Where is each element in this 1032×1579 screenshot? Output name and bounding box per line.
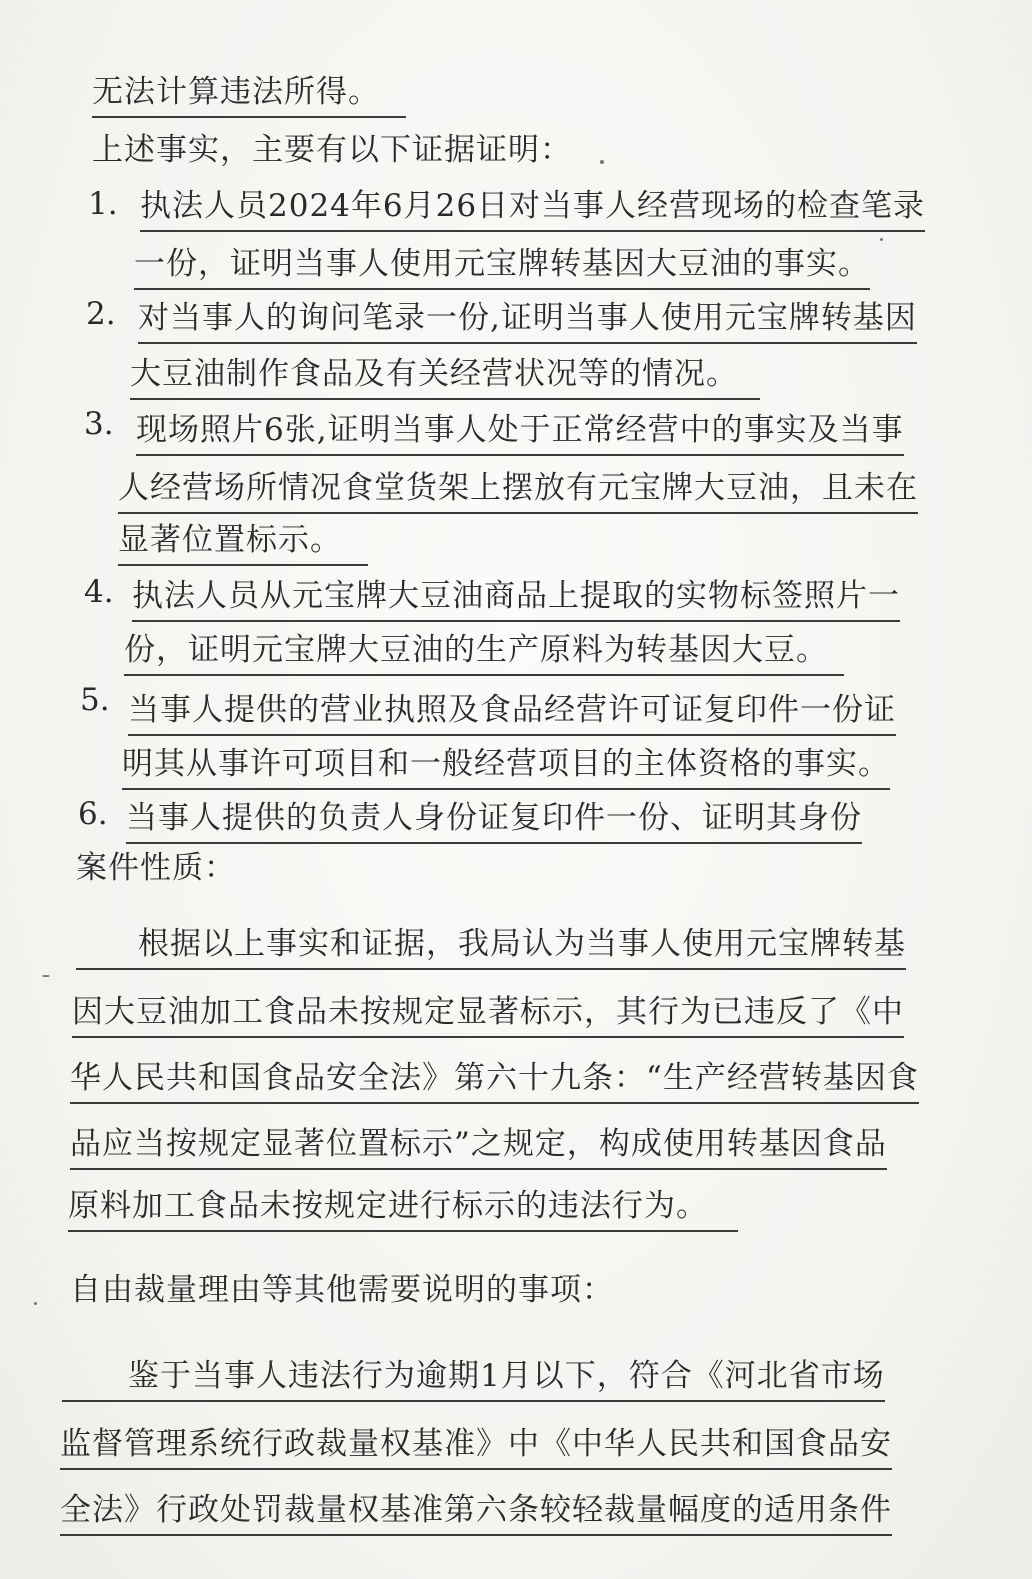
paragraph-1-line-3: 华人民共和国食品安全法》第六十九条：“生产经营转基因食 — [70, 1058, 919, 1104]
evidence-2-line-2: 大豆油制作食品及有关经营状况等的情况。 — [130, 354, 760, 400]
evidence-3-line-3: 显著位置标示。 — [118, 520, 368, 566]
paragraph-1-line-2: 因大豆油加工食品未按规定显著标示，其行为已违反了《中 — [72, 992, 904, 1038]
paragraph-2-line-3: 全法》行政处罚裁量权基准第六条较轻裁量幅度的适用条件 — [60, 1490, 892, 1536]
item-number: 1. — [88, 186, 118, 222]
underlined-text: 无法计算违法所得。 — [92, 72, 406, 118]
paper-speck — [42, 975, 50, 977]
evidence-1-line-1: 执法人员2024年6月26日对当事人经营现场的检查笔录 — [140, 186, 925, 232]
paragraph-1-line-5: 原料加工食品未按规定进行标示的违法行为。 — [68, 1186, 738, 1232]
evidence-4-line-1: 执法人员从元宝牌大豆油商品上提取的实物标签照片一 — [132, 576, 900, 622]
evidence-5-line-1: 当事人提供的营业执照及食品经营许可证复印件一份证 — [128, 690, 896, 736]
paper-speck — [600, 160, 604, 164]
evidence-intro: 上述事实，主要有以下证据证明： — [92, 132, 572, 168]
item-number: 2. — [86, 296, 116, 332]
paper-speck — [880, 238, 883, 241]
evidence-3-line-2: 人经营场所情况食堂货架上摆放有元宝牌大豆油，且未在 — [118, 468, 918, 514]
paper-speck — [34, 1302, 37, 1305]
paragraph-1-line-1: 根据以上事实和证据，我局认为当事人使用元宝牌转基 — [76, 924, 906, 970]
item-number: 6. — [78, 796, 108, 832]
item-number: 5. — [80, 682, 110, 718]
evidence-6-line-1: 当事人提供的负责人身份证复印件一份、证明其身份 — [126, 798, 862, 844]
item-number: 3. — [84, 406, 114, 442]
evidence-2-line-1: 对当事人的询问笔录一份,证明当事人使用元宝牌转基因 — [138, 298, 917, 344]
evidence-4-line-2: 份，证明元宝牌大豆油的生产原料为转基因大豆。 — [124, 630, 844, 676]
paragraph-1-line-4: 品应当按规定显著位置标示”之规定，构成使用转基因食品 — [70, 1124, 887, 1170]
paragraph-2-line-2: 监督管理系统行政裁量权基准》中《中华人民共和国食品安 — [60, 1424, 892, 1470]
case-nature-heading: 案件性质： — [76, 850, 236, 886]
evidence-3-line-1: 现场照片6张,证明当事人处于正常经营中的事实及当事 — [136, 410, 904, 456]
item-number: 4. — [84, 574, 114, 610]
discretion-heading: 自由裁量理由等其他需要说明的事项： — [70, 1272, 614, 1308]
evidence-1-line-2: 一份，证明当事人使用元宝牌转基因大豆油的事实。 — [134, 244, 870, 290]
text-line — [92, 72, 406, 118]
evidence-5-line-2: 明其从事许可项目和一般经营项目的主体资格的事实。 — [122, 744, 890, 790]
paragraph-2-line-1: 鉴于当事人违法行为逾期1月以下，符合《河北省市场 — [62, 1356, 885, 1402]
